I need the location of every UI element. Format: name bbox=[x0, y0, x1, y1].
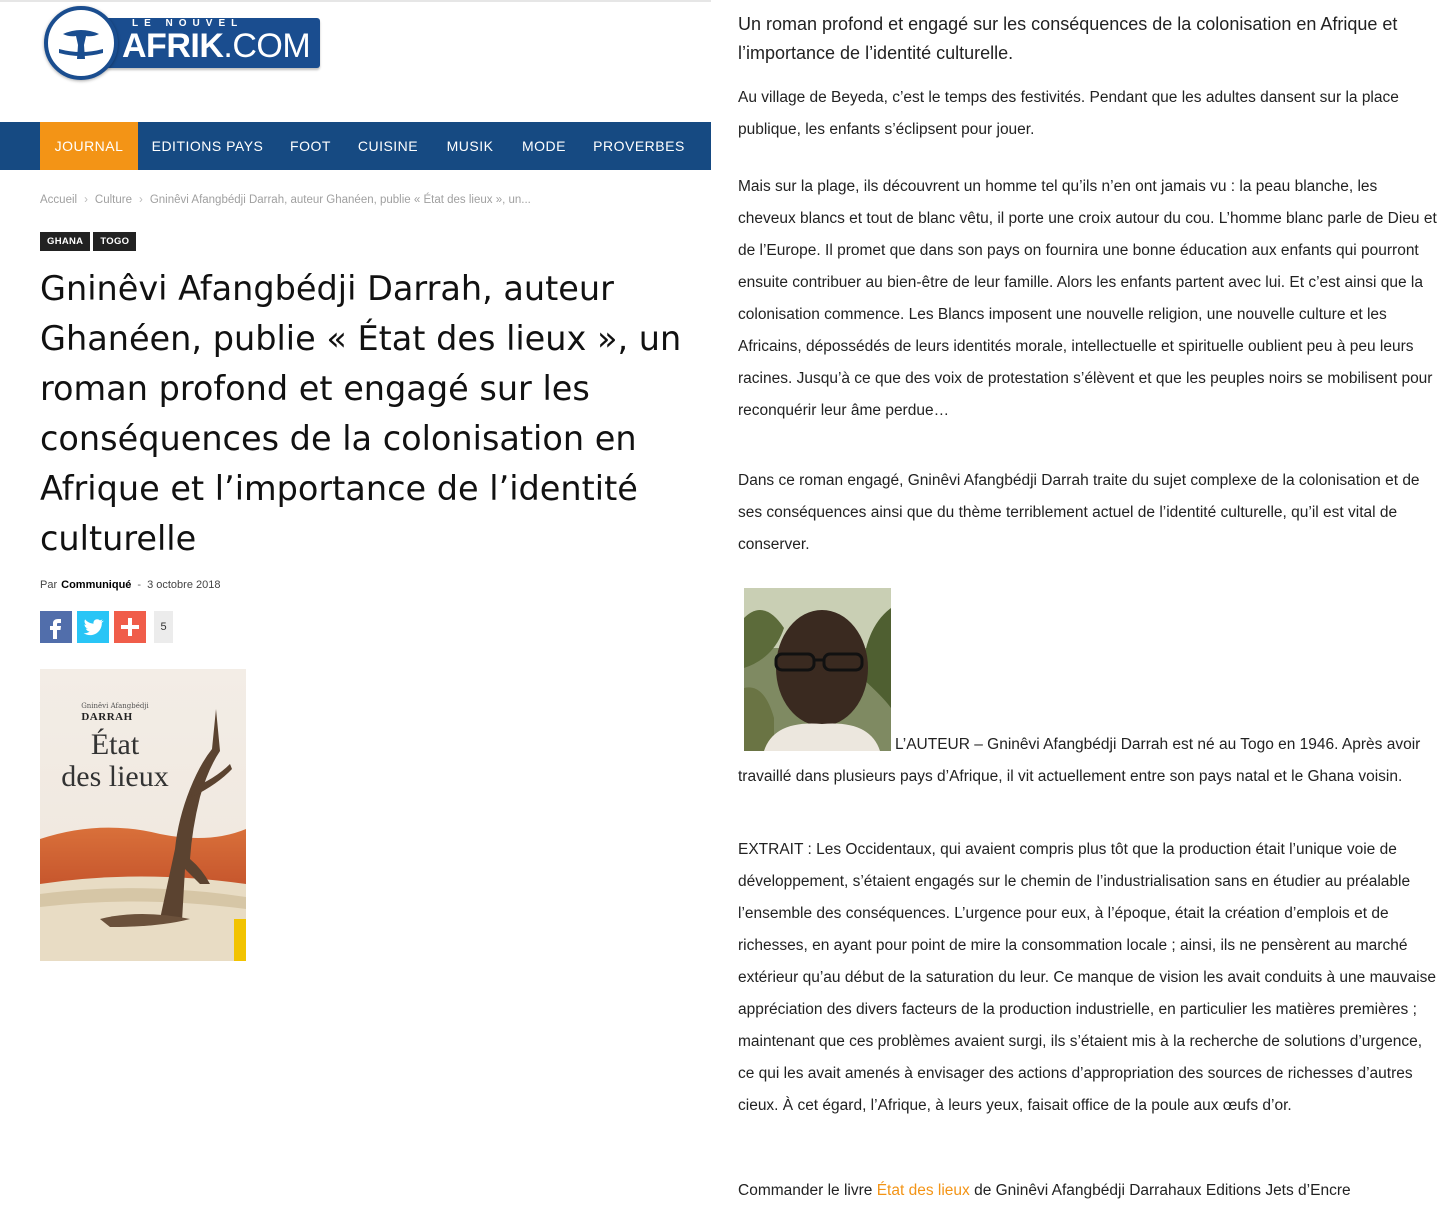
twitter-share-button[interactable] bbox=[77, 611, 109, 643]
article-lead: Un roman profond et engagé sur les conséquences de la colonisation en Afrique et l’importance de l’identité culturelle. bbox=[738, 14, 1398, 63]
baobab-tree-icon bbox=[57, 19, 105, 67]
article-meta bbox=[40, 579, 220, 591]
logo-brand-suffix: .COM bbox=[223, 27, 311, 65]
paragraph-order bbox=[738, 1175, 1438, 1207]
nav-item-musik[interactable]: MUSIK bbox=[446, 138, 494, 154]
nav-item-editions-pays[interactable]: EDITIONS PAYS bbox=[151, 138, 264, 154]
author-bio-rest: avoir travaillé dans plusieurs pays d’Afrique, il vit actuellement entre son pays natal et le Ghana voisin. bbox=[738, 736, 1421, 785]
tag-ghana[interactable]: GHANA bbox=[40, 232, 90, 251]
paragraph-theme: Dans ce roman engagé, Gninêvi Afangbédji Darrah traite du sujet complexe de la colonisation et de ses conséquences ainsi que du thème terriblement actuel de l’identité culturelle, qu’il est vital de conserver. bbox=[738, 472, 1420, 553]
author-portrait bbox=[744, 588, 891, 751]
meta-separator: - bbox=[137, 579, 142, 591]
main-navigation bbox=[0, 122, 711, 170]
author-link[interactable]: Communiqué bbox=[61, 579, 132, 591]
breadcrumb-home[interactable]: Accueil bbox=[40, 194, 78, 206]
paragraph-intro: Au village de Beyeda, c’est le temps des festivités. Pendant que les adultes dansent sur la place publique, les enfants s’éclipsent pour jouer. bbox=[738, 89, 1399, 138]
article-title: Gninêvi Afangbédji Darrah, auteur Ghanéen, publie « État des lieux », un roman profond et engagé sur les conséquences de la colonisation en Afrique et l’importance de l’identité culturelle bbox=[40, 269, 682, 558]
breadcrumb-current: Gninêvi Afangbédji Darrah, auteur Ghanéen, publie « État des lieux », un... bbox=[149, 194, 531, 206]
publish-date: 3 octobre 2018 bbox=[147, 579, 221, 591]
paragraph-story: Mais sur la plage, ils découvrent un homme tel qu’ils n’en ont jamais vu : la peau blanche, les cheveux blancs et tout de blanc vêtu, il porte une croix autour du cou. L’homme blanc parle de Dieu et de l’Europe. Il promet que dans son pays on fournira une bonne éducation aux enfants qui pourront ensuite contribuer au bien-être de leur famille. Alors les enfants partent avec lui. Et c’est ainsi que la colonisation commence. Les Blancs imposent une nouvelle religion, une nouvelle culture et les Africains, dépossédés de leurs identités morale, intellectuelle et spirituelle oublient peu à peu leurs racines. Jusqu’à ce que des voix de protestation s’élèvent et que les peuples noirs se mobilisent pour reconquérir leur âme perdue… bbox=[738, 178, 1437, 419]
left-column bbox=[0, 0, 711, 1220]
book-cover-image bbox=[40, 669, 246, 961]
nav-item-foot[interactable]: FOOT bbox=[290, 138, 331, 154]
logo-tree-emblem bbox=[44, 6, 118, 80]
author-bio-first-line: L’AUTEUR – Gninêvi Afangbédji Darrah est né au Togo en 1946. Après bbox=[895, 736, 1383, 753]
more-share-button[interactable] bbox=[114, 611, 146, 643]
order-suffix: de Gninêvi Afangbédji Darrahaux Editions Jets d’Encre bbox=[974, 1182, 1351, 1199]
paragraph-author-bio bbox=[738, 729, 1438, 793]
category-tags bbox=[40, 231, 139, 251]
plus-icon bbox=[114, 611, 146, 643]
book-order-link[interactable]: État des lieux bbox=[876, 1182, 970, 1199]
facebook-share-button[interactable] bbox=[40, 611, 72, 643]
cover-title-line2: des lieux bbox=[61, 760, 169, 793]
tag-togo[interactable]: TOGO bbox=[93, 232, 136, 251]
logo-brand-main: AFRIK bbox=[122, 27, 224, 65]
twitter-icon bbox=[77, 611, 109, 643]
byline-prefix: Par bbox=[40, 579, 58, 591]
site-logo[interactable] bbox=[44, 6, 320, 84]
cover-author-small: Gninêvi Afangbédji bbox=[81, 702, 149, 710]
cover-title-line1: État bbox=[90, 728, 140, 761]
paragraph-extract: EXTRAIT : Les Occidentaux, qui avaient compris plus tôt que la production était l’unique voie de développement, s’étaient engagés sur le chemin de l’industrialisation sans en étudier au préalable l’ensemble des conséquences. L’urgence pour eux, à l’époque, était la création d’emplois et de richesses, en ayant pour point de mire la consommation locale ; ainsi, ils ne pensèrent au marché extérieur qu’au début de la saturation du leur. Ce manque de vision les avait conduits à une mauvaise appréciation des divers facteurs de la production industrielle, en particulier les matières premières ; maintenant que ces problèmes avaient surgi, ils s’étaient mis à la recherche de solutions d’urgence, ce qui les avait amenés à envisager des actions d’appropriation des sources de richesses d’autres cieux. À cet égard, l’Afrique, à leurs yeux, faisait office de la poule aux œufs d’or. bbox=[738, 841, 1436, 1114]
nav-item-mode[interactable]: MODE bbox=[522, 138, 566, 154]
nav-item-journal[interactable]: JOURNAL bbox=[40, 122, 138, 170]
top-divider bbox=[0, 0, 711, 2]
share-count: 5 bbox=[154, 611, 173, 643]
chevron-right-icon: › bbox=[84, 194, 88, 206]
cover-author-name: DARRAH bbox=[81, 711, 133, 723]
nav-item-proverbes[interactable]: PROVERBES bbox=[593, 138, 685, 154]
chevron-right-icon: › bbox=[139, 194, 143, 206]
breadcrumb-section[interactable]: Culture bbox=[94, 194, 132, 206]
logo-brand-text bbox=[122, 26, 310, 66]
logo-small-text: LE NOUVEL bbox=[132, 18, 244, 29]
facebook-icon bbox=[40, 611, 72, 643]
nav-item-cuisine[interactable]: CUISINE bbox=[357, 138, 419, 154]
breadcrumb bbox=[40, 194, 531, 206]
cover-title bbox=[40, 729, 190, 793]
order-prefix: Commander le livre bbox=[738, 1182, 873, 1199]
